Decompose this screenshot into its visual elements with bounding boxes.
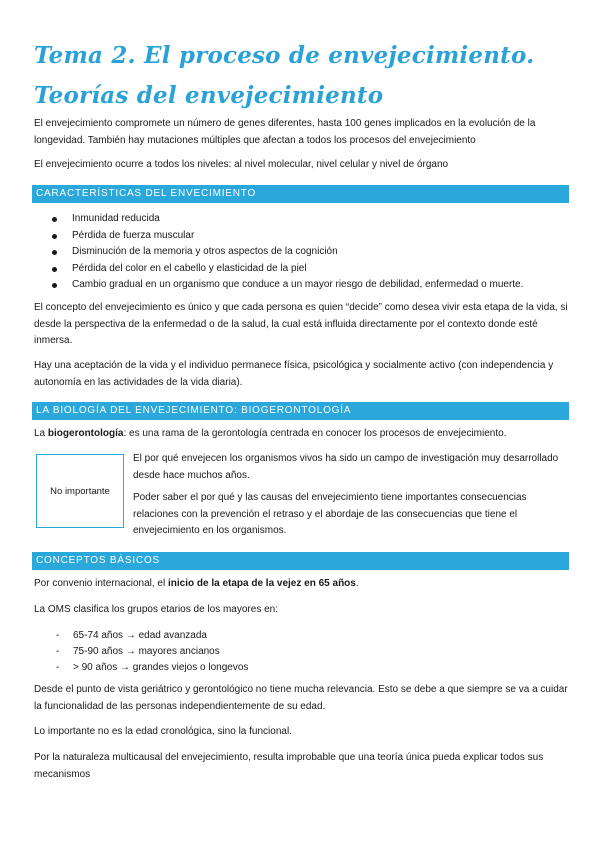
list-item: - 65-74 años → edad avanzada xyxy=(56,628,556,644)
biogerontologia-definition: La biogerontología: es una rama de la gerontología centrada en conocer los procesos de envejecimiento. xyxy=(34,428,507,439)
geriatric-paragraph: Desde el punto de vista geriátrico y gerontológico no tiene mucha relevancia. Esto se debe a que siempre se va a cuidar la funcionalidad de las personas independientemente de su edad. xyxy=(34,684,568,712)
convenio-paragraph: Por convenio internacional, el inicio de la etapa de la vejez en 65 años. xyxy=(34,578,359,589)
dash-icon: - xyxy=(56,662,60,673)
dash-icon: - xyxy=(56,646,60,657)
vejez-age-highlight: inicio de la etapa de la vejez en 65 años xyxy=(167,578,356,589)
bullet-icon xyxy=(52,234,57,239)
intro-paragraph-2: El envejecimiento ocurre a todos los niveles: al nivel molecular, nivel celular y nivel de órgano xyxy=(34,159,449,170)
section-heading-biologia: LA BIOLOGÍA DEL ENVEJECIMIENTO: BIOGERONTOLOGÍA xyxy=(32,402,569,420)
list-item: Inmunidad reducida xyxy=(52,211,572,228)
page-title: Tema 2. El proceso de envejecimiento. Teorías del envejecimiento xyxy=(34,42,535,109)
no-importante-note: No importante xyxy=(36,454,124,528)
bullet-icon xyxy=(52,217,57,222)
list-item: Pérdida del color en el cabello y elasticidad de la piel xyxy=(52,261,572,278)
bullet-icon xyxy=(52,283,57,288)
section-heading-conceptos: CONCEPTOS BÁSICOS xyxy=(32,552,569,570)
list-item: - > 90 años → grandes viejos o longevos xyxy=(56,660,556,676)
biogerontologia-term: biogerontología xyxy=(47,428,124,439)
dash-icon: - xyxy=(56,630,60,641)
biology-paragraph-1: El por qué envejecen los organismos vivos ha sido un campo de investigación muy desarrollado desde hace muchos años. xyxy=(133,453,559,481)
list-item: Cambio gradual en un organismo que conduce a un mayor riesgo de debilidad, enfermedad o muerte. xyxy=(52,277,572,294)
intro-paragraph-1: El envejecimiento compromete un número de genes diferentes, hasta 100 genes implicados en la evolución de la longevidad. También hay mutaciones múltiples que afectan a todos los procesos del envejecimiento xyxy=(34,118,536,146)
bullet-icon xyxy=(52,267,57,272)
characteristics-list xyxy=(52,211,572,294)
multicausal-paragraph: Por la naturaleza multicausal del envejecimiento, resulta improbable que una teoría única pueda explicar todos sus mecanismos xyxy=(34,752,544,780)
functional-age-paragraph: Lo importante no es la edad cronológica, sino la funcional. xyxy=(34,726,292,737)
oms-paragraph: La OMS clasifica los grupos etarios de los mayores en: xyxy=(34,604,278,615)
section-heading-caracteristicas: CARACTERÍSTICAS DEL ENVECIMIENTO xyxy=(32,185,569,203)
age-groups-list xyxy=(56,628,556,676)
list-item: - 75-90 años → mayores ancianos xyxy=(56,644,556,660)
acceptance-paragraph: Hay una aceptación de la vida y el individuo permanece física, psicológica y socialmente activo (con independencia y autonomía en las actividades de la vida diaria). xyxy=(34,360,554,388)
bullet-icon xyxy=(52,250,57,255)
concept-paragraph: El concepto del envejecimiento es único y que cada persona es quien “decide” como desea vivir esta etapa de la vida, si desde la perspectiva de la enfermedad o de la salud, la cual está influida directamente por el contexto donde esté inmersa. xyxy=(34,302,568,346)
list-item: Pérdida de fuerza muscular xyxy=(52,228,572,245)
biology-paragraph-2: Poder saber el por qué y las causas del envejecimiento tiene importantes consecuencias relaciones con la prevención el retraso y el abordaje de las consecuencias que tiene el envejecimiento en los organismos. xyxy=(133,492,527,536)
list-item: Disminución de la memoria y otros aspectos de la cognición xyxy=(52,244,572,261)
